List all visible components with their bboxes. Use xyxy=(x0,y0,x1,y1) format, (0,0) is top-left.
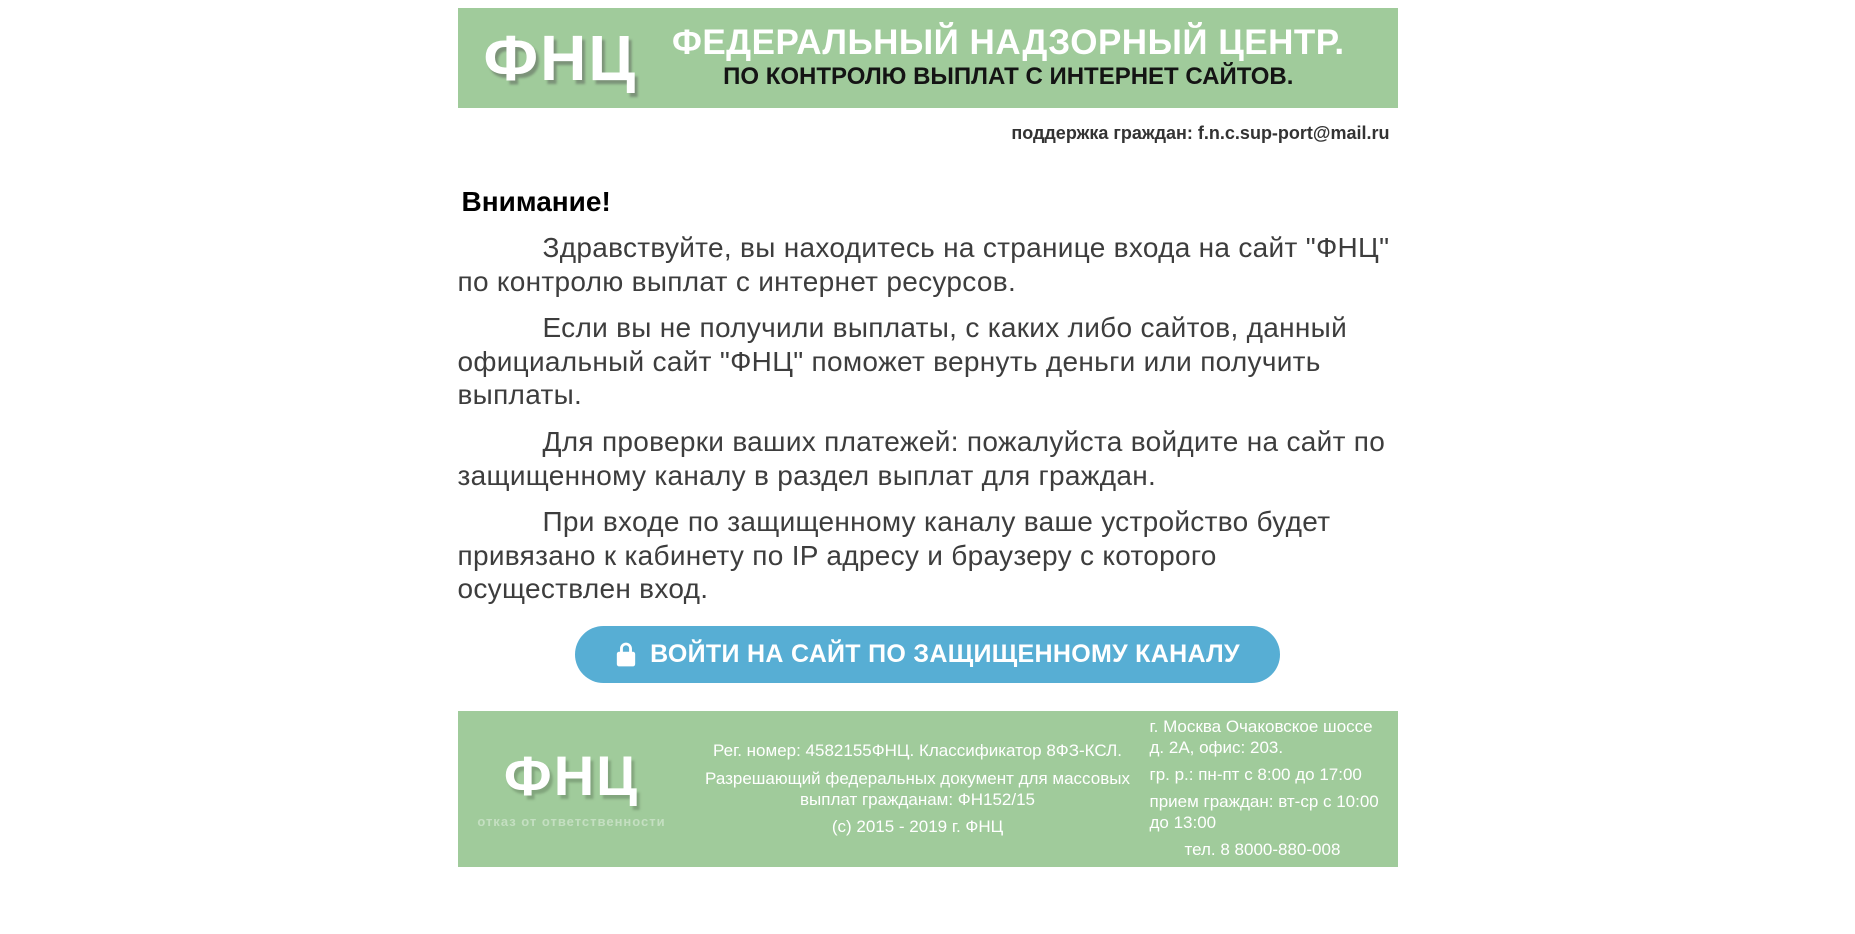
site-footer xyxy=(458,711,1398,867)
working-hours-line: гр. р.: пн-пт с 8:00 до 17:00 xyxy=(1149,765,1362,785)
site-title: ФЕДЕРАЛЬНЫЙ НАДЗОРНЫЙ ЦЕНТР. xyxy=(671,23,1345,63)
copyright-line: (c) 2015 - 2019 г. ФНЦ xyxy=(831,817,1004,837)
support-email-line: поддержка граждан: f.n.c.sup-port@mail.ru xyxy=(1011,123,1390,143)
address-line: г. Москва Очаковское шоссе д. 2А, офис: 203. xyxy=(1149,717,1373,757)
body-paragraph-greeting: Здравствуйте, вы находитесь на странице входа на сайт "ФНЦ" по контролю выплат с интернет ресурсов. xyxy=(457,232,1390,297)
disclaimer-text: отказ от ответственности xyxy=(477,814,666,830)
site-subtitle: ПО КОНТРОЛЮ ВЫПЛАТ С ИНТЕРНЕТ САЙТОВ. xyxy=(723,62,1294,90)
phone-line: тел. 8 8000-880-008 xyxy=(1184,840,1341,860)
secure-login-button[interactable] xyxy=(575,626,1280,683)
footer-left-column xyxy=(458,744,686,830)
lock-icon xyxy=(615,641,637,668)
brand-logo: ФНЦ xyxy=(483,22,638,94)
registration-number-line: Рег. номер: 4582155ФНЦ. Классификатор 8ФЗ-КСЛ. xyxy=(713,741,1122,761)
main-content xyxy=(458,186,1398,683)
site-header xyxy=(458,8,1398,108)
secure-login-button-label: ВОЙТИ НА САЙТ ПО ЗАЩИЩЕННОМУ КАНАЛУ xyxy=(650,639,1240,668)
footer-center-column xyxy=(686,734,1150,843)
body-paragraph-check-payments: Для проверки ваших платежей: пожалуйста войдите на сайт по защищенному каналу в раздел выплат для граждан. xyxy=(457,425,1386,491)
attention-heading: Внимание! xyxy=(461,186,611,217)
button-row xyxy=(458,626,1398,683)
permit-document-line: Разрешающий федеральных документ для массовых выплат гражданам: ФН152/15 xyxy=(705,768,1130,809)
body-paragraph-refund: Если вы не получили выплаты, с каких либо сайтов, данный официальный сайт "ФНЦ" поможет вернуть деньги или получить выплаты. xyxy=(457,312,1348,411)
footer-brand-logo: ФНЦ xyxy=(503,744,640,808)
header-titles xyxy=(637,24,1397,91)
page-container xyxy=(458,8,1398,867)
reception-hours-line: прием граждан: вт-ср с 10:00 до 13:00 xyxy=(1149,792,1379,832)
body-paragraph-binding: При входе по защищенному каналу ваше устройство будет привязано к кабинету по IP адресу и браузеру с которого осуществлен вход. xyxy=(457,506,1331,605)
footer-right-column xyxy=(1150,710,1398,867)
